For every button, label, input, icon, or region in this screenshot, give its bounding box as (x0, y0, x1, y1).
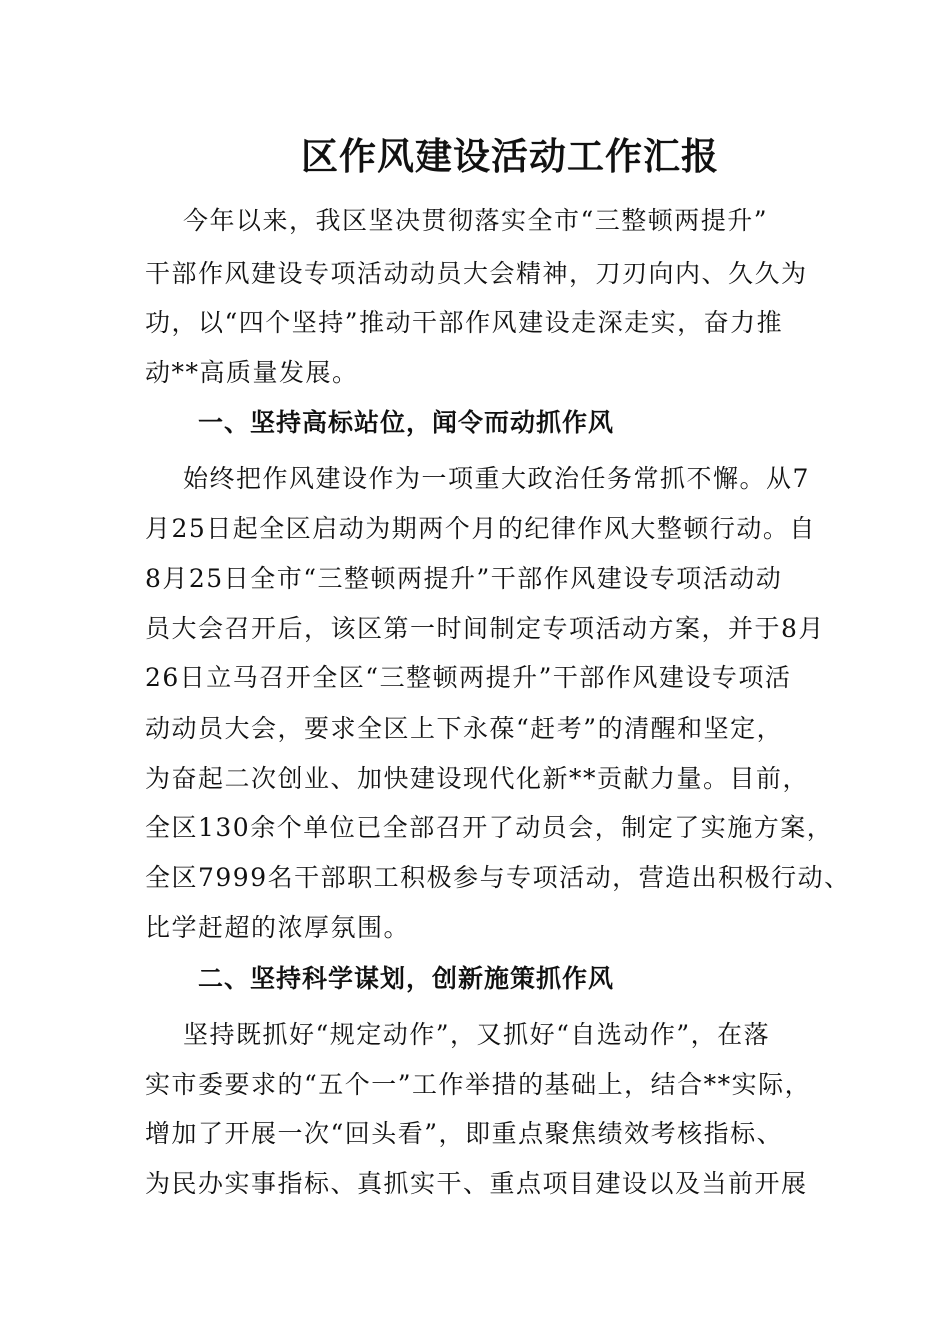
document-title: 区作风建设活动工作汇报 (301, 134, 719, 178)
paragraph-line: 今年以来，我区坚决贯彻落实全市“三整顿两提升” (183, 206, 769, 235)
paragraph-line: 8月25日全市“三整顿两提升”干部作风建设专项活动动 (145, 564, 783, 593)
paragraph-line: 比学赶超的浓厚氛围。 (145, 913, 411, 942)
paragraph-line: 员大会召开后，该区第一时间制定专项活动方案，并于8月 (145, 614, 825, 643)
section-heading-2: 二、坚持科学谋划，创新施策抓作风 (198, 964, 615, 993)
paragraph-line: 动动员大会，要求全区上下永葆“赶考”的清醒和坚定， (145, 714, 784, 743)
paragraph-line: 功，以“四个坚持”推动干部作风建设走深走实，奋力推 (145, 308, 784, 337)
paragraph-line: 实市委要求的“五个一”工作举措的基础上，结合**实际， (145, 1070, 812, 1099)
paragraph-line: 全区130余个单位已全部召开了动员会，制定了实施方案， (145, 813, 834, 842)
paragraph-line: 动**高质量发展。 (145, 358, 359, 387)
paragraph-line: 坚持既抓好“规定动作”，又抓好“自选动作”，在落 (183, 1020, 771, 1049)
paragraph-line: 增加了开展一次“回头看”，即重点聚焦绩效考核指标、 (145, 1119, 784, 1148)
paragraph-line: 月25日起全区启动为期两个月的纪律作风大整顿行动。自 (145, 514, 816, 543)
paragraph-line: 干部作风建设专项活动动员大会精神，刀刃向内、久久为 (145, 259, 808, 288)
section-heading-1: 一、坚持高标站位，闻令而动抓作风 (198, 408, 615, 437)
paragraph-line: 为民办实事指标、真抓实干、重点项目建设以及当前开展 (145, 1169, 808, 1198)
paragraph-line: 始终把作风建设作为一项重大政治任务常抓不懈。从7 (183, 464, 810, 493)
paragraph-line: 为奋起二次创业、加快建设现代化新**贡献力量。目前， (145, 764, 810, 793)
paragraph-line: 全区7999名干部职工积极参与专项活动，营造出积极行动、 (145, 863, 851, 892)
paragraph-line: 26日立马召开全区“三整顿两提升”干部作风建设专项活 (145, 663, 792, 692)
